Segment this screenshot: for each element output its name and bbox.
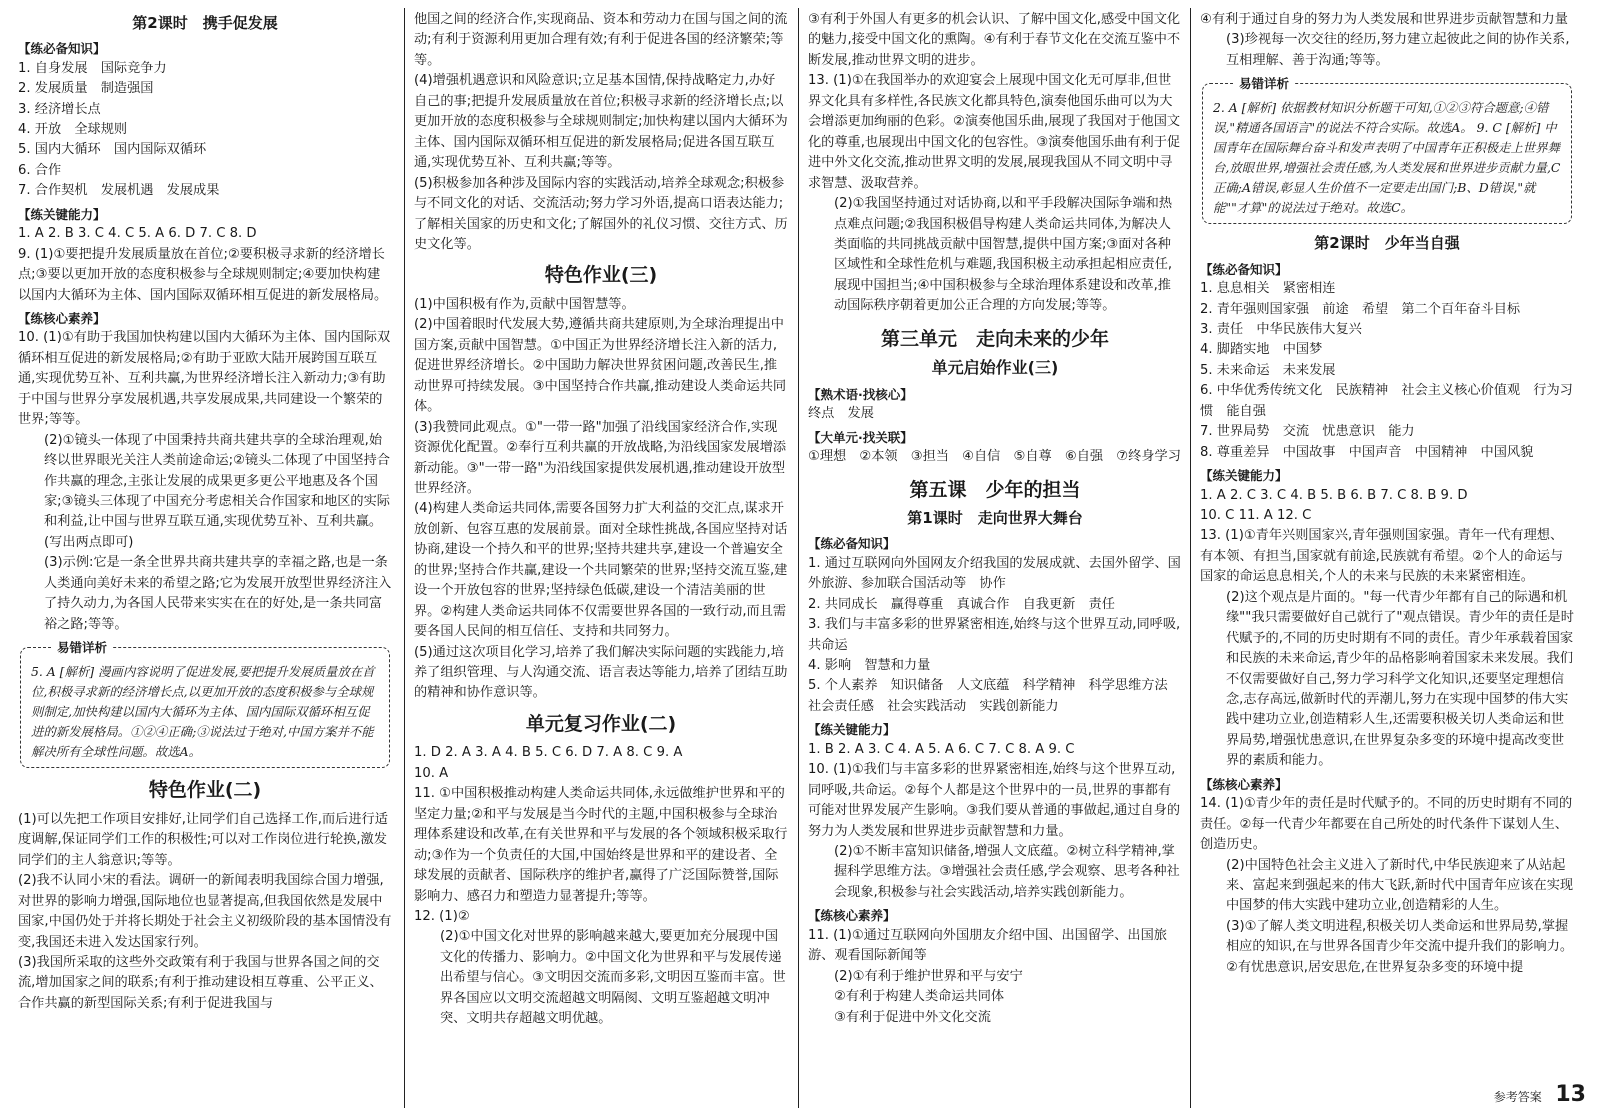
error-analysis-box <box>20 640 390 768</box>
answer-column-2 <box>414 10 788 1110</box>
answer-line: 13. (1)①青年兴则国家兴,青年强则国家强。青年一代有理想、有本领、有担当,国家就有前途,民族就有希望。②个人的命运与国家的命运息息相关,个人的未来与民族的未来紧密相连。 <box>1200 528 1564 585</box>
answer-line: (1)可以先把工作项目安排好,让同学们自己选择工作,而后进行适度调解,保证同学们工作的积极性;可以对工作岗位进行轮换,激发同学们的主人翁意识;等等。 <box>18 811 388 868</box>
answer-column-1 <box>18 10 392 1110</box>
answer-line: 4. 开放 全球规则 <box>18 121 128 137</box>
answer-line: ②有利于构建人类命运共同体 <box>834 989 1005 1005</box>
answer-line: (3)①了解人类文明进程,积极关切人类命运和世界局势,掌握相应的知识,在与世界各国青少年交流中提升我们的影响力。②有忧患意识,居安思危,在世界复杂多变的环境中提 <box>1226 918 1574 975</box>
answer-line: 终点 发展 <box>808 406 874 422</box>
answer-line: 1. 通过互联网向外国网友介绍我国的发展成就、去国外留学、国外旅游、参加联合国活动等 协作 <box>808 555 1181 592</box>
answer-line: (4)增强机遇意识和风险意识;立足基本国情,保持战略定力,办好自己的事;把提升发展质量放在首位;积极寻求新的经济增长点;以更加开放的态度积极参与全球规则制定;加快构建以国内大循环为主体、国内国际双循环相互促进的新发展格局;促进各国互联互通,实现优势互补、互利共赢;等等。 <box>414 73 788 171</box>
page-footer <box>1494 1078 1586 1112</box>
box-title: 易错详析 <box>1233 74 1295 94</box>
section-tag: 【练必备知识】 <box>18 41 106 57</box>
box-title: 易错详析 <box>51 638 113 658</box>
answer-line: 1. B 2. A 3. C 4. A 5. A 6. C 7. C 8. A 9. C <box>808 741 1075 757</box>
column-divider <box>404 8 405 1108</box>
section-tag: 【练关键能力】 <box>1200 468 1288 484</box>
lesson-heading: 第1课时 走向世界大舞台 <box>907 509 1083 528</box>
box-text: 2. A [解析] 依据教材知识分析题干可知,①②③符合题意;④错误,"精通各国语言"的说法不符合实际。故选A。 9. C [解析] 中国青年在国际舞台奋斗和发声表明了中国青年正积极走上世界舞台,放眼世界,增强社会责任感,为人类发展和世界进步贡献力量,C正确;A错误,彰显人生价值不一定要走出国门;B、D错误,"就能""才算"的说法过于绝对。故选C。 <box>1213 100 1561 215</box>
error-analysis-box <box>1202 76 1572 224</box>
answer-line: (5)积极参加各种涉及国际内容的实践活动,培养全球观念;积极参与不同文化的对话、交流活动;努力学习外语,提高口语表达能力;了解相关国家的历史和文化;了解国外的礼仪习惯、交往方式、历史文化等。 <box>414 175 788 252</box>
answer-line: ③有利于促进中外文化交流 <box>834 1009 991 1025</box>
section-tag: 【大单元·找关联】 <box>808 429 913 445</box>
answer-line: 8. 尊重差异 中国故事 中国声音 中国精神 中国风貌 <box>1200 444 1534 460</box>
answer-line: 11. (1)①通过互联网向外国朋友介绍中国、出国留学、出国旅游、观看国际新闻等 <box>808 927 1167 964</box>
box-text: 5. A [解析] 漫画内容说明了促进发展,要把提升发展质量放在首位,积极寻求新的经济增长点,以更加开放的态度积极参与全球规则制定,加快构建以国内大循环为主体、国内国际双循环相互促进的新发展格局。①②④正确;③说法过于绝对,中国方案并不能解决所有全球性问题。故选A。 <box>31 664 375 759</box>
answer-line: (3)示例:它是一条全世界共商共建共享的幸福之路,也是一条人类通向美好未来的希望之路;它为发展开放型世界经济注入了持久动力,为各国人民带来实实在在的好处,是一条共同富裕之路;等等。 <box>44 555 392 632</box>
page-number: 13 <box>1555 1081 1586 1107</box>
answer-line: 2. 发展质量 制造强国 <box>18 81 154 97</box>
answer-line: ③有利于外国人有更多的机会认识、了解中国文化,感受中国文化的魅力,接受中国文化的熏陶。④有利于春节文化在交流互鉴中不断发展,推动世界文明的进步。 <box>808 12 1181 68</box>
section-tag: 【练必备知识】 <box>1200 261 1288 277</box>
answer-line: 7. 世界局势 交流 忧患意识 能力 <box>1200 424 1415 440</box>
section-tag: 【熟术语·找核心】 <box>808 387 913 403</box>
answer-line: 6. 合作 <box>18 162 62 178</box>
answer-line: 12. (1)② <box>414 909 470 924</box>
answer-line: 1. 息息相关 紧密相连 <box>1200 281 1336 297</box>
answer-line: 2. 青年强则国家强 前途 希望 第二个百年奋斗目标 <box>1200 301 1521 317</box>
answer-column-4 <box>1200 10 1574 1110</box>
answer-line: (1)中国积极有作为,贡献中国智慧等。 <box>414 296 635 312</box>
answer-line: (2)这个观点是片面的。"每一代青少年都有自己的际遇和机缘""我只需要做好自己就行了"观点错误。青少年的责任是时代赋予的,不同的历史时期有不同的责任。青少年承载着国家和民族的未来命运,青少年的品格影响着国家未来发展。我们不仅需要做好自己,努力学习科学文化知识,还要坚定理想信念,志存高远,做新时代的弄潮儿,努力在实现中国梦的伟大实践中建功立业,创造精彩人生,还需要积极关切人类命运和世界局势,增强忧患意识,在世界复杂多变的环境中提高改变世界的素质和能力。 <box>1226 589 1574 769</box>
answer-line: (2)①有利于维护世界和平与安宁 <box>834 968 1023 984</box>
footer-label: 参考答案 <box>1493 1089 1542 1104</box>
answer-line: 1. A 2. C 3. C 4. B 5. B 6. B 7. C 8. B 9. D <box>1200 487 1468 503</box>
answer-line: ①理想 ②本领 ③担当 ④自信 ⑤自尊 ⑥自强 ⑦终身学习 <box>808 449 1181 465</box>
answer-line: 7. 合作契机 发展机遇 发展成果 <box>18 183 220 199</box>
answer-line: 11. ①中国积极推动构建人类命运共同体,永远做维护世界和平的坚定力量;②和平与发展是当今时代的主题,中国积极参与全球治理体系建设和改革,在有关世界和平与发展的各个领域积极采取行动;③作为一个负责任的大国,中国始终是世界和平的建设者、全球发展的贡献者、国际秩序的维护者,赢得了广泛国际赞誉,国际影响力、感召力和塑造力显著提升;等等。 <box>414 786 788 904</box>
answer-line: 3. 经济增长点 <box>18 101 101 117</box>
answer-line: ④有利于通过自身的努力为人类发展和世界进步贡献智慧和力量 <box>1200 12 1568 27</box>
section-tag: 【练必备知识】 <box>808 536 896 552</box>
answer-line: (2)①我国坚持通过对话协商,以和平手段解决国际争端和热点难点问题;②我国积极倡导构建人类命运共同体,为解决人类面临的共同挑战贡献中国智慧,提供中国方案;③面对各种区域性和全球性危机与难题,我国积极主动承担起相应责任,展现中国担当;④中国积极参与全球治理体系建设和改革,推动国际秩序朝着更加公正合理的方向发展;等等。 <box>834 196 1173 314</box>
lesson-heading: 第2课时 携手促发展 <box>132 14 278 32</box>
answer-line: 13. (1)①在我国举办的欢迎宴会上展现中国文化无可厚非,但世界文化具有多样性,各民族文化都具特色,演奏他国乐曲可以为大会增添更加绚丽的色彩。②演奏他国乐曲,展现了我国对于他国文化的尊重,也展现出中国文化的包容性。③演奏他国乐曲有利于促进中外文化交流,推动世界文明的发展,展现我国从不同文明中寻求智慧、汲取营养。 <box>808 73 1181 191</box>
column-divider <box>1190 8 1191 1108</box>
section-heading: 单元复习作业(二) <box>525 712 677 735</box>
answer-line: 5. 个人素养 知识储备 人文底蕴 科学精神 科学思维方法 社会责任感 社会实践活动 实践创新能力 <box>808 678 1181 714</box>
section-tag: 【练关键能力】 <box>18 206 106 222</box>
answer-line: (2)①镜头一体现了中国秉持共商共建共享的全球治理观,始终以世界眼光关注人类前途命运;②镜头二体现了中国坚持合作共赢的理念,主张让发展的成果更多更公平地惠及各个国家;③镜头三体现了中国充分考虑相关合作国家和地区的实际和利益,让中国与世界互联互通,实现优势互补、互利共赢。(写出两点即可) <box>44 432 390 550</box>
answer-line: 1. D 2. A 3. A 4. B 5. C 6. D 7. A 8. C 9. A <box>414 745 683 761</box>
lesson-heading: 第2课时 少年当自强 <box>1314 234 1460 253</box>
answer-line: 10. A <box>414 765 449 781</box>
answer-line: 10. (1)①有助于我国加快构建以国内大循环为主体、国内国际双循环相互促进的新发展格局;②有助于亚欧大陆开展跨国互联互通,实现优势互补、互利共赢,为世界经济增长注入新动力;③有助于中国与世界分享发展机遇,共享发展成果,共同建设一个繁荣的世界;等等。 <box>18 330 391 428</box>
answer-line: (2)①中国文化对世界的影响越来越大,要更加充分展现中国文化的传播力、影响力。②中国文化为世界和平与发展传递出希望与信心。③文明因交流而多彩,文明因互鉴而丰富。世界各国应以文明交流超越文明隔阂、文明互鉴超越文明冲突、文明共存超越文明优越。 <box>440 929 786 1027</box>
answer-line: 6. 中华优秀传统文化 民族精神 社会主义核心价值观 行为习惯 能自强 <box>1200 383 1573 419</box>
column-divider <box>798 8 799 1108</box>
answer-column-3 <box>808 10 1182 1110</box>
section-tag: 【练关键能力】 <box>808 722 896 738</box>
answer-line: (2)中国特色社会主义进入了新时代,中华民族迎来了从站起来、富起来到强起来的伟大飞跃,新时代中国青年应该在实现中国梦的伟大实践中建功立业,创造精彩的人生。 <box>1226 857 1574 914</box>
answer-line: 1. 自身发展 国际竞争力 <box>18 60 167 76</box>
answer-line: 他国之间的经济合作,实现商品、资本和劳动力在国与国之间的流动;有利于资源利用更加合理有效;有利于促进各国的经济繁荣;等等。 <box>414 12 788 68</box>
unit-heading: 第三单元 走向未来的少年 <box>880 327 1109 350</box>
answer-line: 5. 国内大循环 国内国际双循环 <box>18 142 207 158</box>
answer-line: (2)①不断丰富知识储备,增强人文底蕴。②树立科学精神,掌握科学思维方法。③增强社会责任感,学会观察、思考各种社会现象,积极参与社会实践活动,培养实践创新能力。 <box>834 844 1180 900</box>
answer-line: 5. 未来命运 未来发展 <box>1200 362 1336 378</box>
answer-line: 4. 脚踏实地 中国梦 <box>1200 342 1323 358</box>
answer-line: 10. C 11. A 12. C <box>1200 507 1312 523</box>
section-heading: 特色作业(三) <box>544 264 658 287</box>
answer-line: 2. 共同成长 赢得尊重 真诚合作 自我更新 责任 <box>808 596 1115 612</box>
answer-line: 1. A 2. B 3. C 4. C 5. A 6. D 7. C 8. D <box>18 226 257 242</box>
answer-line: 9. (1)①要把提升发展质量放在首位;②要积极寻求新的经济增长点;③要以更加开放的态度积极参与全球规则制定;④要加快构建以国内大循环为主体、国内国际双循环相互促进的新发展格局。 <box>18 246 388 303</box>
section-tag: 【练核心素养】 <box>808 908 896 924</box>
answer-line: 3. 责任 中华民族伟大复兴 <box>1200 321 1362 337</box>
answer-line: (3)我赞同此观点。①"一带一路"加强了沿线国家经济合作,实现资源优化配置。②奉行互利共赢的开放战略,为沿线国家发展增添新动能。③"一带一路"为沿线国家提供发展机遇,推动建设开放型世界经济。 <box>414 419 787 496</box>
answer-line: 10. (1)①我们与丰富多彩的世界紧密相连,始终与这个世界互动,同呼吸,共命运。②每个人都是这个世界中的一员,世界的事都有可能对世界发展产生影响。③我们要从普通的事做起,通过自身的努力为人类发展和世界进步贡献智慧和力量。 <box>808 762 1181 839</box>
answer-line: 4. 影响 智慧和力量 <box>808 658 931 674</box>
section-heading: 特色作业(二) <box>148 779 262 802</box>
unit-heading: 第五课 少年的担当 <box>909 478 1081 501</box>
answer-line: 14. (1)①青少年的责任是时代赋予的。不同的历史时期有不同的责任。②每一代青少年都要在自己所处的时代条件下谋划人生、创造历史。 <box>1200 796 1573 853</box>
answer-line: (5)通过这次项目化学习,培养了我们解决实际问题的实践能力,培养了组织管理、与人沟通交流、语言表达等能力,培养了团结互助的精神和协作意识等。 <box>414 644 788 701</box>
answer-line: (2)我不认同小宋的看法。调研一的新闻表明我国综合国力增强,对世界的影响力增强,国际地位也显著提高,但我国依然是发展中国家,中国仍处于并将长期处于社会主义初级阶段的基本国情没有变,我国还未进入发达国家行列。 <box>18 873 392 950</box>
answer-line: 3. 我们与丰富多彩的世界紧密相连,始终与这个世界互动,同呼吸,共命运 <box>808 617 1181 653</box>
section-tag: 【练核心素养】 <box>1200 776 1288 792</box>
section-tag: 【练核心素养】 <box>18 310 106 326</box>
answer-line: (4)构建人类命运共同体,需要各国努力扩大利益的交汇点,谋求开放创新、包容互惠的发展前景。面对全球性挑战,各国应坚持对话协商,建设一个持久和平的世界;坚持共建共享,建设一个普遍安全的世界;坚持合作共赢,建设一个共同繁荣的世界;坚持交流互鉴,建设一个开放包容的世界;坚持绿色低碳,建设一个清洁美丽的世界。②构建人类命运共同体不仅需要世界各国的一致行动,而且需要各国人民间的相互信任、支持和共同努力。 <box>414 501 788 640</box>
answer-line: (3)珍视每一次交往的经历,努力建立起彼此之间的协作关系,互相理解、善于沟通;等等。 <box>1226 32 1570 68</box>
answer-line: (2)中国着眼时代发展大势,遵循共商共建原则,为全球治理提出中国方案,贡献中国智慧。①中国正为世界经济增长注入新的活力,促进世界经济增长。②中国助力解决世界贫困问题,改善民生,推动世界可持续发展。③中国坚持合作共赢,推动建设人类命运共同体。 <box>414 317 787 415</box>
answer-line: (3)我国所采取的这些外交政策有利于我国与世界各国之间的交流,增加国家之间的联系;有利于推动建设相互尊重、公平正义、合作共赢的新型国际关系;有利于促进我国与 <box>18 954 383 1011</box>
sub-heading: 单元启始作业(三) <box>931 358 1059 378</box>
